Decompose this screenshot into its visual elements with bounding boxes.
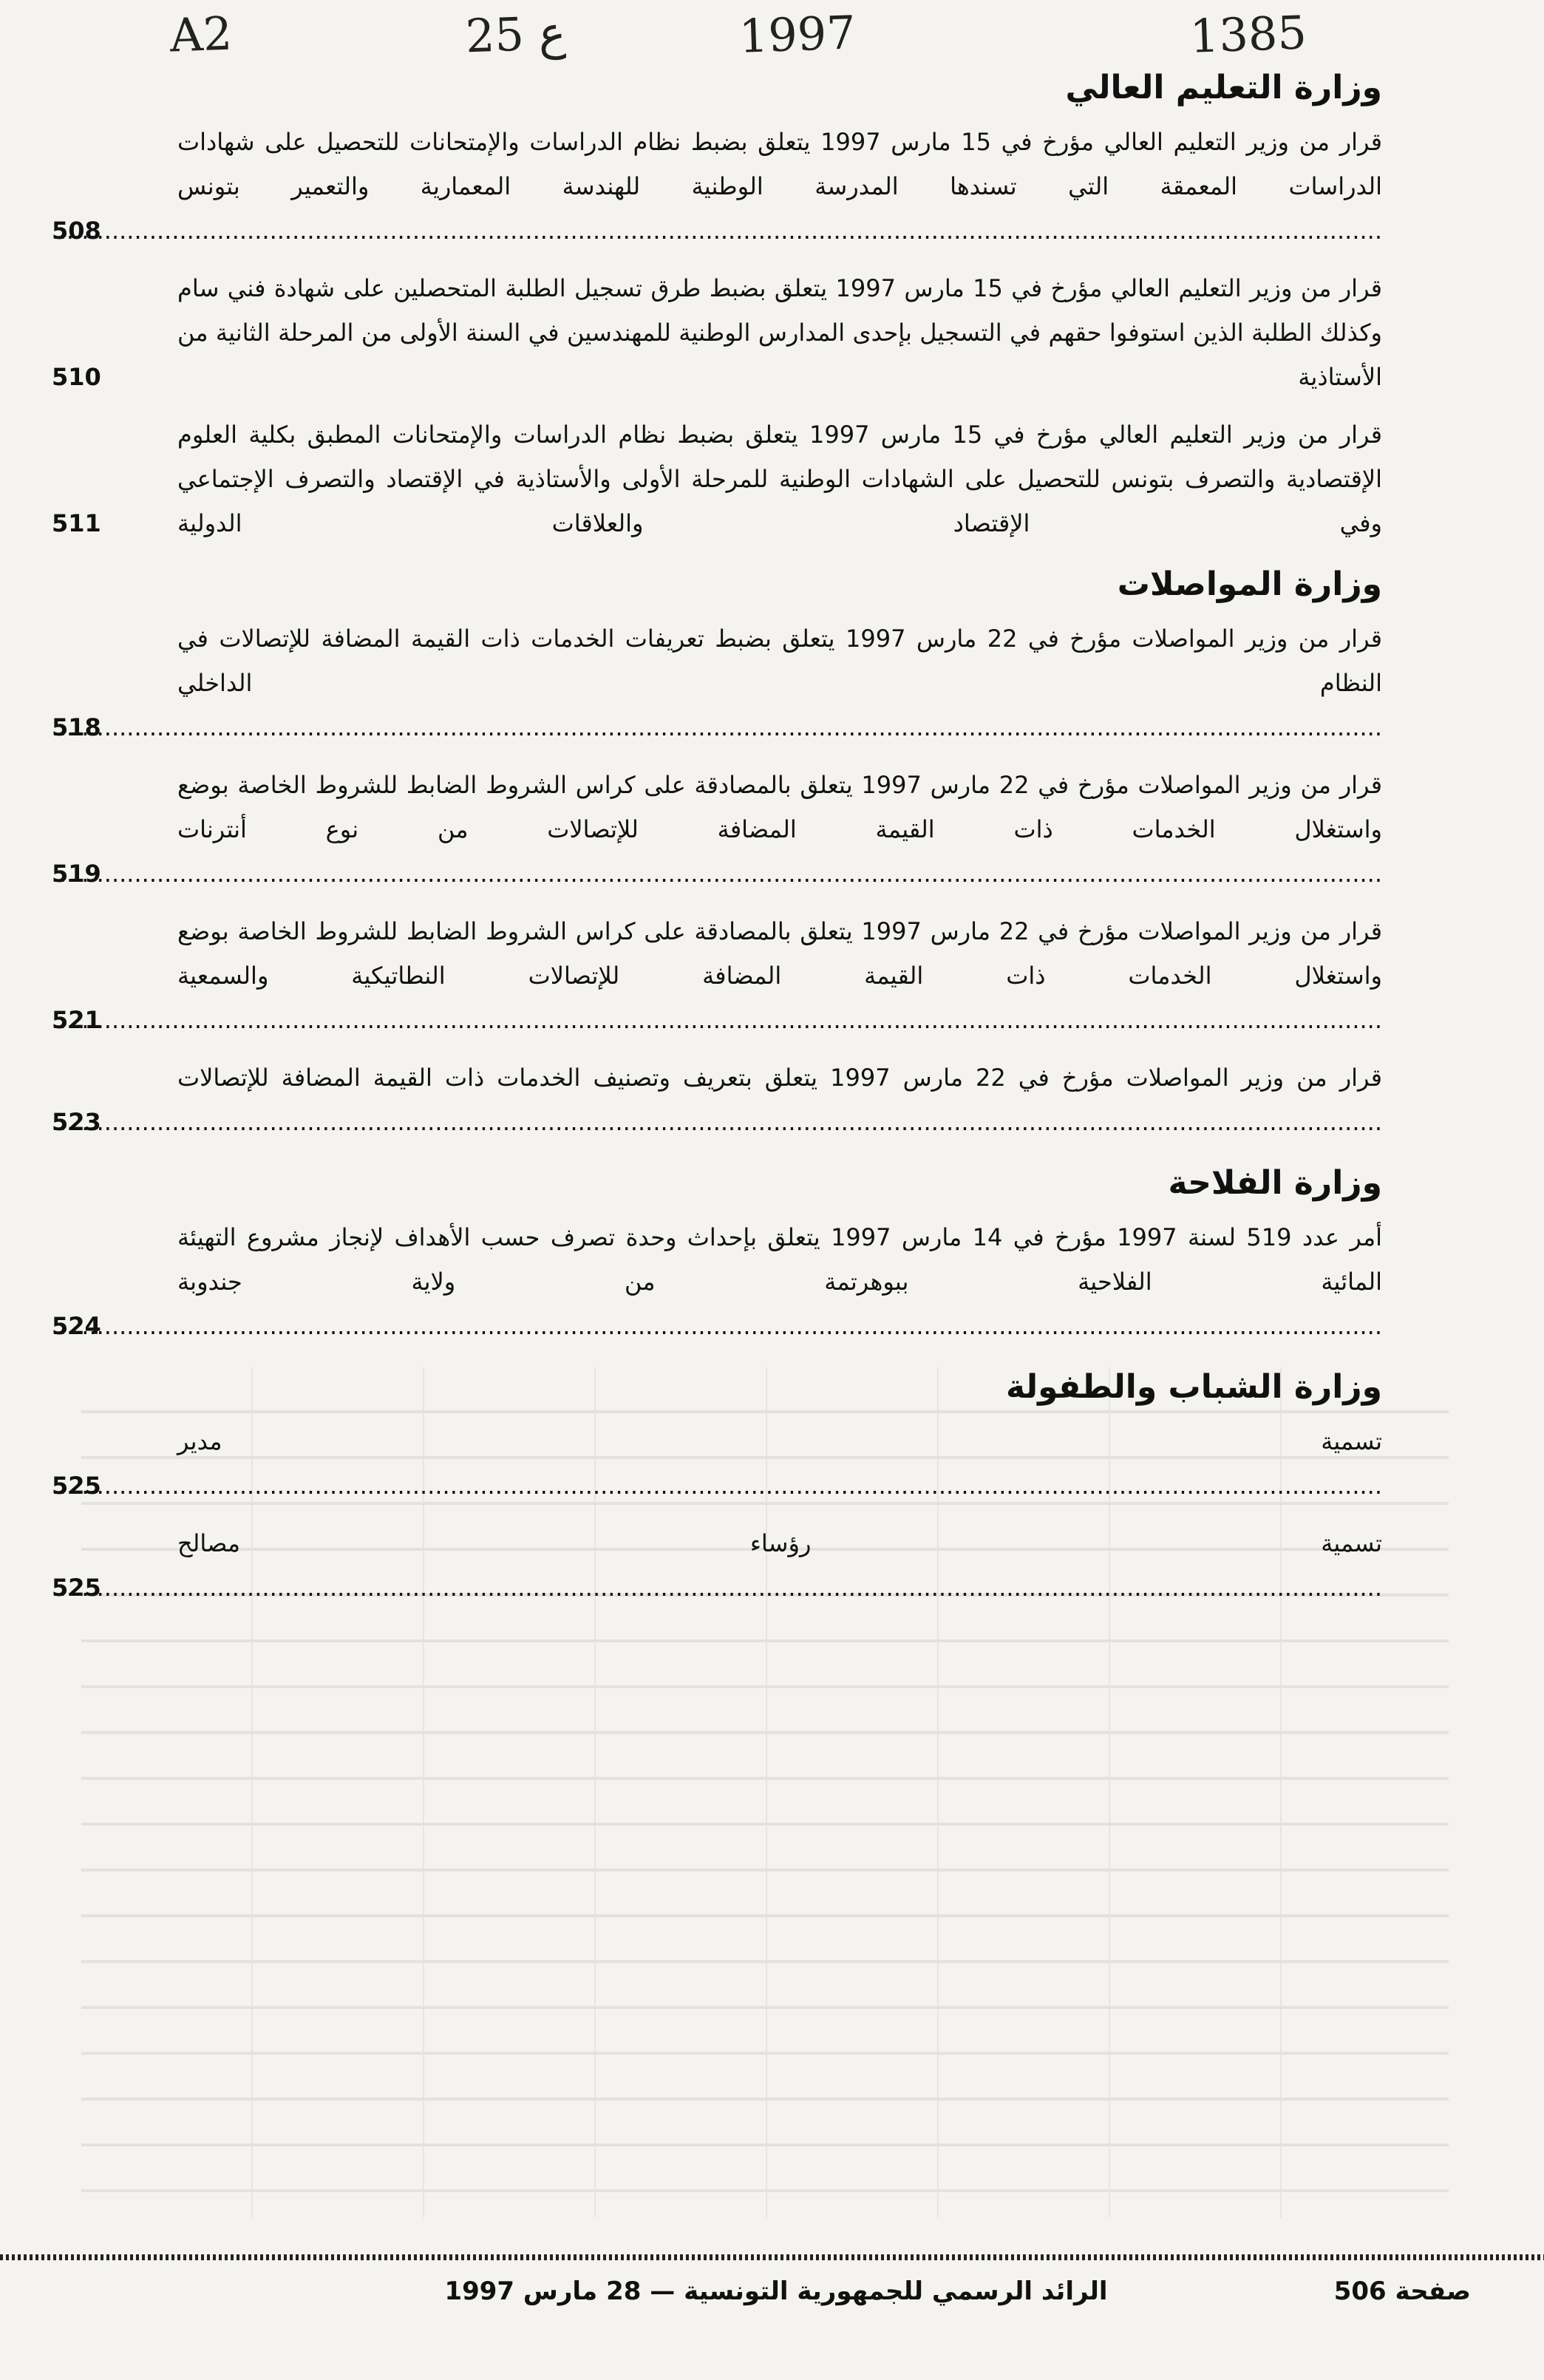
toc-entry	[52, 1215, 1382, 1348]
table-of-contents	[52, 52, 1382, 1623]
entry-page-number: 510	[52, 363, 101, 391]
entry-text: قرار من وزير المواصلات مؤرخ في 22 مارس 1997 يتعلق بضبط تعريفات الخدمات ذات القيمة المضافة للإتصالات في النظام الداخلي .....	[177, 616, 1382, 749]
entry-text: أمر عدد 519 لسنة 1997 مؤرخ في 14 مارس 1997 يتعلق بإحداث وحدة تصرف حسب الأهداف لإنجاز مشروع التهيئة المائية الفلاحية ببوهرتمة من ولاية جندوبة .....	[177, 1215, 1382, 1348]
section-title: وزارة التعليم العالي	[1065, 69, 1382, 106]
entry-text: قرار من وزير التعليم العالي مؤرخ في 15 مارس 1997 يتعلق بضبط نظام الدراسات والإمتحانات المطبق بكلية العلوم الإقتصادية والتصرف بتونس للتحصيل على الشهادات الوطنية للمرحلة الأولى والأستاذية في الإقتصاد والتصرف الإجتماعي وفي الإقتصاد والعلاقات الدولية .....	[177, 412, 1382, 545]
entry-text: تسمية مدير .....	[177, 1419, 1382, 1508]
entry-text: قرار من وزير التعليم العالي مؤرخ في 15 مارس 1997 يتعلق بضبط نظام الدراسات والإمتحانات للتحصيل على شهادات الدراسات المعمقة التي تسندها المدرسة الوطنية للهندسة المعمارية والتعمير بتونس .....	[177, 120, 1382, 253]
footer-gazette-title: الرائد الرسمي للجمهورية التونسية — 28 مارس 1997	[444, 2277, 1108, 2306]
page-footer	[81, 2277, 1471, 2321]
entry-page-number: 524	[52, 1312, 101, 1340]
entry-text: قرار من وزير المواصلات مؤرخ في 22 مارس 1997 يتعلق بتعريف وتصنيف الخدمات ذات القيمة المضافة للإتصالات .....	[177, 1055, 1382, 1144]
footer-rule	[0, 2254, 1544, 2260]
toc-entry	[52, 120, 1382, 253]
entry-page-number: 525	[52, 1472, 101, 1500]
entry-text: قرار من وزير المواصلات مؤرخ في 22 مارس 1997 يتعلق بالمصادقة على كراس الشروط الضابط للشروط الخاصة بوضع واستغلال الخدمات ذات القيمة المضافة للإتصالات من نوع أنترنات .....	[177, 763, 1382, 896]
entry-text: تسمية رؤساء مصالح .....	[177, 1521, 1382, 1610]
toc-entry	[52, 763, 1382, 896]
toc-entry	[52, 909, 1382, 1042]
section-title: وزارة الفلاحة	[1168, 1164, 1382, 1202]
entry-page-number: 521	[52, 1006, 101, 1034]
toc-entry	[52, 1055, 1382, 1144]
handwritten-issue: 25 ع	[464, 5, 567, 64]
section-title: وزارة الشباب والطفولة	[1005, 1368, 1382, 1406]
handwritten-year: 1997	[738, 5, 857, 64]
entry-page-number: 523	[52, 1108, 101, 1136]
toc-entry	[52, 1419, 1382, 1508]
toc-entry	[52, 616, 1382, 749]
entry-page-number: 511	[52, 509, 101, 537]
entry-text: قرار من وزير التعليم العالي مؤرخ في 15 مارس 1997 يتعلق بضبط طرق تسجيل الطلبة المتحصلين على شهادة فني سام وكذلك الطلبة الذين استوفوا حقهم في التسجيل بإحدى المدارس الوطنية للمهندسين في السنة الأولى من المرحلة الثانية من الأستاذية .....	[177, 266, 1382, 399]
toc-entry	[52, 1521, 1382, 1610]
entry-page-number: 518	[52, 713, 101, 741]
toc-entry	[52, 412, 1382, 545]
handwritten-ref: A2	[169, 6, 234, 63]
footer-page-number: صفحة 506	[1333, 2277, 1471, 2306]
handwritten-number: 1385	[1188, 5, 1307, 64]
entry-page-number: 508	[52, 217, 101, 245]
entry-text: قرار من وزير المواصلات مؤرخ في 22 مارس 1997 يتعلق بالمصادقة على كراس الشروط الضابط للشروط الخاصة بوضع واستغلال الخدمات ذات القيمة المضافة للإتصالات النطاتيكية والسمعية .....	[177, 909, 1382, 1042]
section-title: وزارة المواصلات	[1117, 565, 1382, 603]
entry-page-number: 519	[52, 860, 101, 888]
toc-entry	[52, 266, 1382, 399]
entry-page-number: 525	[52, 1574, 101, 1602]
